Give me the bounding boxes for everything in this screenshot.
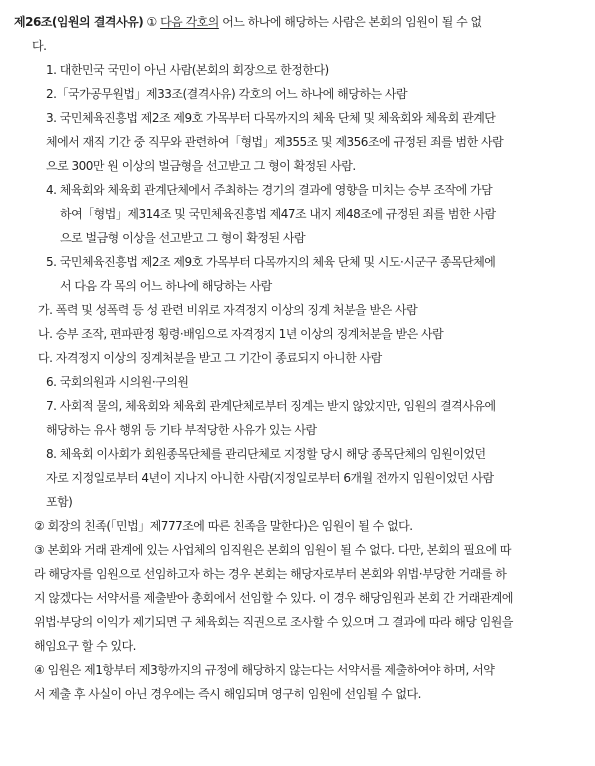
item-5-line-1: 5. 국민체육진흥법 제2조 제9호 가목부터 다목까지의 체육 단체 및 시도·시군구 종목단체에 bbox=[46, 255, 496, 269]
paragraph-4-line-2: 서 제출 후 사실이 아닌 경우에는 즉시 해임되며 영구히 임원에 선임될 수 없다. bbox=[34, 687, 421, 701]
item-2: 2.「국가공무원법」제33조(결격사유) 각호의 어느 하나에 해당하는 사람 bbox=[46, 87, 408, 101]
item-7-line-2: 해당하는 유사 행위 등 기타 부적당한 사유가 있는 사람 bbox=[46, 423, 317, 437]
item-5-sub-na: 나. 승부 조작, 편파판정 횡령·배임으로 자격정지 1년 이상의 징계처분을 받은 사람 bbox=[38, 327, 444, 341]
item-4-line-2: 하여「형법」제314조 및 국민체육진흥법 제47조 내지 제48조에 규정된 죄를 범한 사람 bbox=[60, 207, 496, 221]
paragraph-4-line-1: ④ 임원은 제1항부터 제3항까지의 규정에 해당하지 않는다는 서약서를 제출하여야 하며, 서약 bbox=[34, 663, 495, 677]
item-8-line-1: 8. 체육회 이사회가 회원종목단체를 관리단체로 지정할 당시 해당 종목단체의 임원이었던 bbox=[46, 447, 486, 461]
paragraph-3-line-3: 지 않겠다는 서약서를 제출받아 총회에서 선임할 수 있다. 이 경우 해당임원과 본회 간 거래관계에 bbox=[34, 591, 513, 605]
item-1: 1. 대한민국 국민이 아닌 사람(본회의 회장으로 한정한다) bbox=[46, 63, 329, 77]
item-3-line-1: 3. 국민체육진흥법 제2조 제9호 가목부터 다목까지의 체육 단체 및 체육회와 체육회 관계단 bbox=[46, 111, 496, 125]
paragraph-3-line-1: ③ 본회와 거래 관계에 있는 사업체의 임직원은 본회의 임원이 될 수 없다. 다만, 본회의 필요에 따 bbox=[34, 543, 512, 557]
paragraph-1-line-2: 다. bbox=[32, 39, 47, 53]
item-5-line-2: 서 다음 각 목의 어느 하나에 해당하는 사람 bbox=[60, 279, 272, 293]
paragraph-3-line-4: 위법·부당의 이익가 제기되면 구 체육회는 직권으로 조사할 수 있으며 그 결과에 따라 해당 임원을 bbox=[34, 615, 513, 629]
item-3-line-2: 체에서 재직 기간 중 직무와 관련하여「형법」제355조 및 제356조에 규정된 죄를 범한 사람 bbox=[46, 135, 504, 149]
paragraph-1-text: ① 다음 각호의 어느 하나에 해당하는 사람은 본회의 임원이 될 수 없 bbox=[146, 15, 482, 29]
item-6: 6. 국회의원과 시의원·구의원 bbox=[46, 375, 189, 389]
paragraph-3-line-2: 라 해당자를 임원으로 선임하고자 하는 경우 본회는 해당자로부터 본회와 위법·부당한 거래를 하 bbox=[34, 567, 507, 581]
article-heading: 제26조(임원의 결격사유) bbox=[14, 15, 144, 29]
item-4-line-3: 으로 벌금형 이상을 선고받고 그 형이 확정된 사람 bbox=[60, 231, 306, 245]
item-8-line-3: 포함) bbox=[46, 495, 73, 509]
item-3-line-3: 으로 300만 원 이상의 벌금형을 선고받고 그 형이 확정된 사람. bbox=[46, 159, 356, 173]
item-7-line-1: 7. 사회적 물의, 체육회와 체육회 관계단체로부터 징계는 받지 않았지만, 임원의 결격사유에 bbox=[46, 399, 496, 413]
paragraph-2: ② 회장의 친족(「민법」제777조에 따른 친족을 말한다)은 임원이 될 수 없다. bbox=[34, 519, 413, 533]
item-4-line-1: 4. 체육회와 체육회 관계단체에서 주최하는 경기의 결과에 영향을 미치는 승부 조작에 가담 bbox=[46, 183, 493, 197]
underlined-phrase: 다음 각호의 bbox=[160, 15, 219, 29]
item-8-line-2: 자로 지정일로부터 4년이 지나지 아니한 사람(지정일로부터 6개월 전까지 임원이었던 사람 bbox=[46, 471, 494, 485]
item-5-sub-ga: 가. 폭력 및 성폭력 등 성 관련 비위로 자격정지 이상의 징계 처분을 받은 사람 bbox=[38, 303, 418, 317]
paragraph-3-line-5: 해임요구 할 수 있다. bbox=[34, 639, 136, 653]
item-5-sub-da: 다. 자격정지 이상의 징계처분을 받고 그 기간이 종료되지 아니한 사람 bbox=[38, 351, 382, 365]
paragraph-1-line-1 bbox=[14, 10, 581, 34]
